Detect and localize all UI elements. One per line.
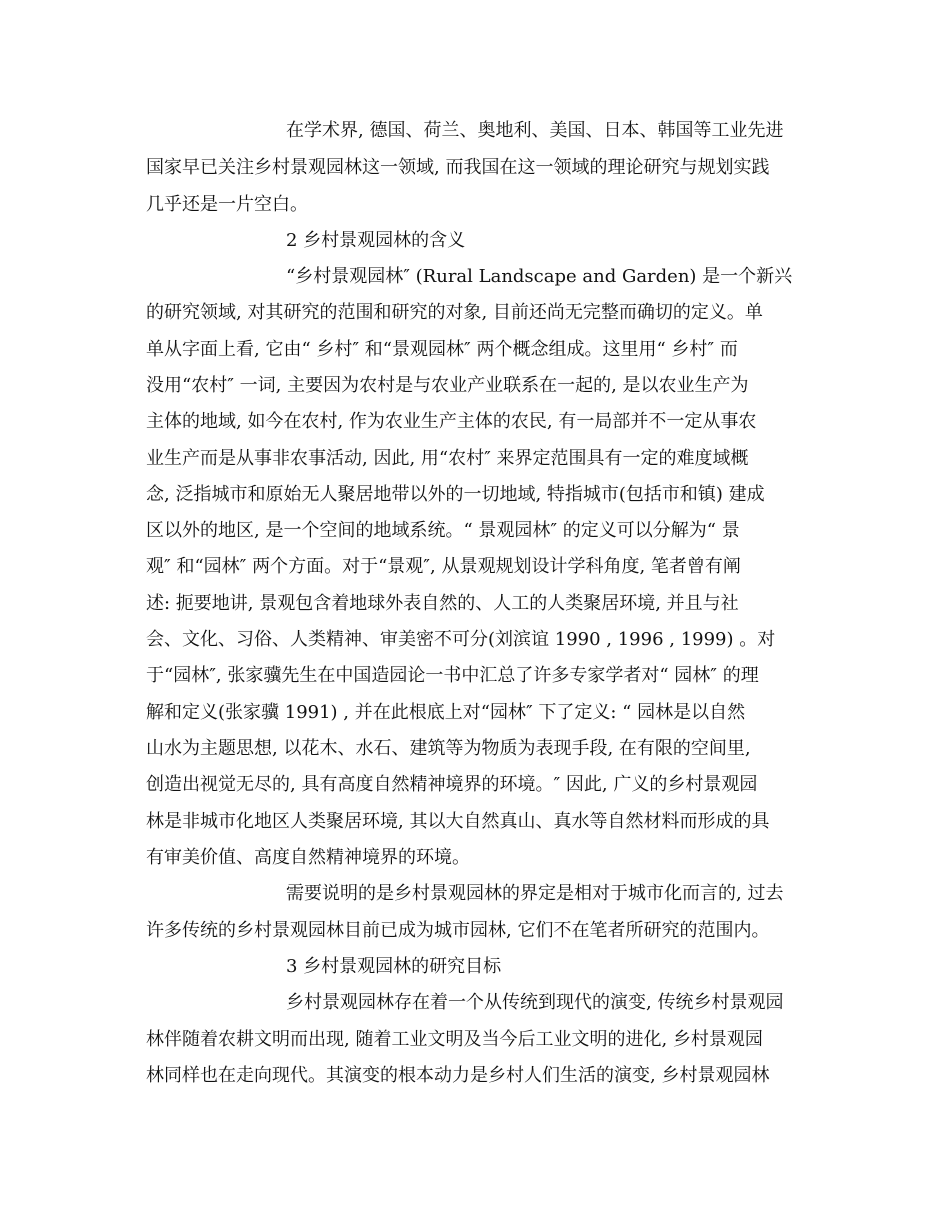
paragraph-line: 山水为主题思想, 以花木、水石、建筑等为物质为表现手段, 在有限的空间里, [146, 738, 751, 759]
paragraph-line: 于“园林″, 张家骥先生在中国造园论一书中汇总了许多专家学者对“ 园林″ 的理 [146, 665, 759, 686]
paragraph-line: 区以外的地区, 是一个空间的地域系统。“ 景观园林″ 的定义可以分解为“ 景 [146, 520, 740, 541]
paragraph-line: 林伴随着农耕文明而出现, 随着工业文明及当今后工业文明的进化, 乡村景观园 [146, 1029, 763, 1050]
paragraph-line: 国家早已关注乡村景观园林这一领域, 而我国在这一领域的理论研究与规划实践 [146, 157, 770, 178]
paragraph-line: 业生产而是从事非农事活动, 因此, 用“农村″ 来界定范围具有一定的难度域概 [146, 448, 749, 469]
paragraph-line: 念, 泛指城市和原始无人聚居地带以外的一切地域, 特指城市(包括市和镇) 建成 [146, 484, 765, 505]
paragraph-line: 主体的地域, 如今在农村, 作为农业生产主体的农民, 有一局部并不一定从事农 [146, 411, 757, 432]
paragraph-line: 创造出视觉无尽的, 具有高度自然精神境界的环境。″ 因此, 广义的乡村景观园 [146, 774, 758, 795]
paragraph-line: 解和定义(张家骥 1991) , 并在此根底上对“园林″ 下了定义: “ 园林是以自然 [146, 702, 746, 723]
paragraph-line: 没用“农村″ 一词, 主要因为农村是与农业产业联系在一起的, 是以农业生产为 [146, 375, 749, 396]
section-heading: 2 乡村景观园林的含义 [286, 230, 466, 251]
paragraph-line: 林是非城市化地区人类聚居环境, 其以大自然真山、真水等自然材料而形成的具 [146, 811, 770, 832]
paragraph-line: 单从字面上看, 它由“ 乡村″ 和“景观园林″ 两个概念组成。这里用“ 乡村″ 而 [146, 339, 738, 360]
paragraph-line: 几乎还是一片空白。 [146, 194, 308, 215]
paragraph-line: 需要说明的是乡村景观园林的界定是相对于城市化而言的, 过去 [286, 883, 784, 904]
paragraph-line: 的研究领域, 对其研究的范围和研究的对象, 目前还尚无完整而确切的定义。单 [146, 302, 763, 323]
paragraph-line: 许多传统的乡村景观园林目前已成为城市园林, 它们不在笔者所研究的范围内。 [146, 920, 770, 941]
paragraph-line: 会、文化、习俗、人类精神、审美密不可分(刘滨谊 1990 , 1996 , 1999) 。对 [146, 629, 776, 650]
paragraph-line: 有审美价值、高度自然精神境界的环境。 [146, 847, 470, 868]
paragraph-line: 林同样也在走向现代。其演变的根本动力是乡村人们生活的演变, 乡村景观园林 [146, 1065, 770, 1086]
section-heading: 3 乡村景观园林的研究目标 [286, 956, 502, 977]
paragraph-line: 乡村景观园林存在着一个从传统到现代的演变, 传统乡村景观园 [286, 992, 784, 1013]
paragraph-line: 观″ 和“园林″ 两个方面。对于“景观″, 从景观规划设计学科角度, 笔者曾有阐 [146, 556, 741, 577]
paragraph-line: “乡村景观园林″ (Rural Landscape and Garden) 是一个新兴 [286, 266, 793, 287]
paragraph-line: 在学术界, 德国、荷兰、奥地利、美国、日本、韩国等工业先进 [286, 120, 784, 141]
paragraph-line: 述: 扼要地讲, 景观包含着地球外表自然的、人工的人类聚居环境, 并且与社 [146, 593, 739, 614]
